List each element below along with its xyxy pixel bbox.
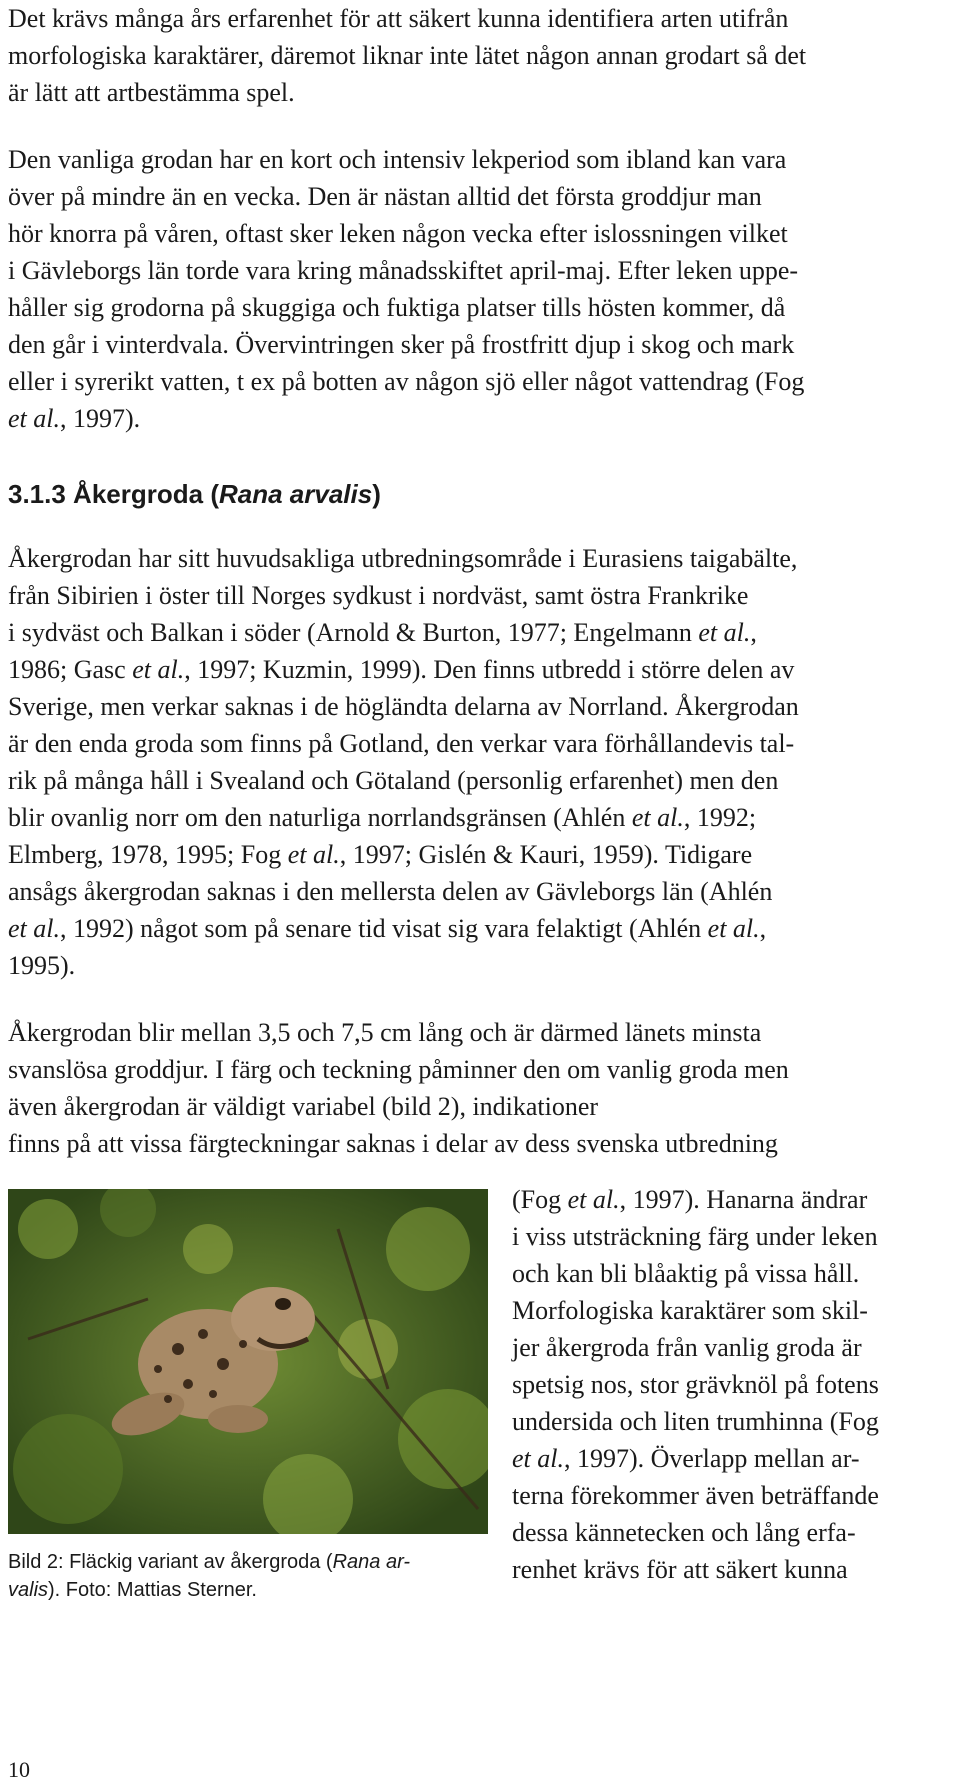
- text-line: 1995).: [8, 951, 76, 980]
- text-fragment: 1986; Gasc: [8, 655, 133, 684]
- etal-italic: et al.: [707, 914, 760, 943]
- text-line: morfologiska karaktärer, däremot liknar inte lätet någon annan grodart så det: [8, 41, 807, 70]
- text-line: Det krävs många års erfarenhet för att säkert kunna identifiera arten utifrån: [8, 4, 789, 33]
- text-line: Sverige, men verkar saknas i de högländta delarna av Norrland. Åkergrodan: [8, 692, 799, 721]
- caption-text: ). Foto: Mattias Sterner.: [48, 1579, 257, 1601]
- etal-italic: et al.: [8, 914, 60, 943]
- text-line: [8, 836, 948, 873]
- etal-italic: et al.: [132, 655, 185, 684]
- text-line: är den enda groda som finns på Gotland, den verkar vara förhållandevis tal-: [8, 729, 795, 758]
- figure-caption: [8, 1548, 488, 1604]
- etal-italic: et al.: [698, 618, 751, 647]
- text-line: [8, 799, 948, 836]
- text-line: [8, 614, 948, 651]
- etal-italic: et al.: [567, 1185, 620, 1214]
- text-line: Åkergrodan blir mellan 3,5 och 7,5 cm lång och är därmed länets minsta: [8, 1018, 762, 1047]
- text-line: [512, 1181, 952, 1218]
- text-line: håller sig grodorna på skuggiga och fuktiga platser tills hösten kommer, då: [8, 293, 786, 322]
- text-fragment: , 1997). Hanarna ändrar: [619, 1185, 868, 1214]
- paragraph-identification: [8, 0, 948, 111]
- frog-photo: [8, 1189, 488, 1534]
- text-line: Den vanliga grodan har en kort och intensiv lekperiod som ibland kan vara: [8, 145, 787, 174]
- text-line: i viss utsträckning färg under leken: [512, 1222, 878, 1251]
- etal-italic: et al.: [8, 404, 60, 433]
- page-number: 10: [8, 1757, 30, 1782]
- text-line: dessa kännetecken och lång erfa-: [512, 1518, 856, 1547]
- text-fragment: ,: [750, 618, 757, 647]
- heading-suffix: ): [372, 479, 381, 509]
- text-line: [8, 910, 948, 947]
- text-line: och kan bli blåaktig på vissa håll.: [512, 1259, 860, 1288]
- caption-text: Bild 2: Fläckig variant av åkergroda (: [8, 1551, 333, 1573]
- text-fragment: Elmberg, 1978, 1995; Fog: [8, 840, 288, 869]
- text-fragment: , 1992;: [683, 803, 757, 832]
- text-line: hör knorra på våren, oftast sker leken någon vecka efter islossningen vilket: [8, 219, 788, 248]
- heading-prefix: 3.1.3 Åkergroda (: [8, 479, 219, 509]
- frog-on-moss-illustration: [8, 1189, 488, 1534]
- text-line: Morfologiska karaktärer som skil-: [512, 1296, 868, 1325]
- heading-species: Rana arvalis: [218, 479, 373, 509]
- text-line: ansågs åkergrodan saknas i den mellersta delen av Gävleborgs län (Ahlén: [8, 877, 773, 906]
- text-line: den går i vinterdvala. Övervintringen sker på frostfritt djup i skog och mark: [8, 330, 795, 359]
- caption-species: Rana ar-: [332, 1551, 411, 1573]
- text-line: är lätt att artbestämma spel.: [8, 78, 295, 107]
- text-line: svanslösa groddjur. I färg och teckning påminner den om vanlig groda men: [8, 1055, 789, 1084]
- etal-italic: et al.: [512, 1444, 564, 1473]
- text-line: eller i syrerikt vatten, t ex på botten av någon sjö eller något vattendrag (Fog: [8, 367, 805, 396]
- text-fragment: , 1997; Kuzmin, 1999). Den finns utbredd i större delen av: [184, 655, 795, 684]
- text-line: över på mindre än en vecka. Den är nästan alltid det första groddjur man: [8, 182, 762, 211]
- paragraph-common-frog-breeding: [8, 141, 948, 437]
- text-line: undersida och liten trumhinna (Fog: [512, 1407, 879, 1436]
- text-line: spetsig nos, stor grävknöl på fotens: [512, 1370, 879, 1399]
- text-line: Åkergrodan har sitt huvudsakliga utbredningsområde i Eurasiens taigabälte,: [8, 544, 798, 573]
- text-line: jer åkergroda från vanlig groda är: [512, 1333, 862, 1362]
- text-fragment: , 1992) något som på senare tid visat sig vara felaktigt (Ahlén: [60, 914, 708, 943]
- text-fragment: i sydväst och Balkan i söder (Arnold & Burton, 1977; Engelmann: [8, 618, 699, 647]
- text-line: från Sibirien i öster till Norges sydkust i nordväst, samt östra Frankrike: [8, 581, 749, 610]
- paragraph-side-column: [512, 1181, 952, 1588]
- caption-species: valis: [8, 1579, 49, 1601]
- text-line: terna förekommer även beträffande: [512, 1481, 879, 1510]
- text-line: [8, 651, 948, 688]
- text-fragment: , 1997). Överlapp mellan ar-: [564, 1444, 860, 1473]
- etal-italic: et al.: [287, 840, 340, 869]
- section-heading-akergroda: [8, 478, 381, 510]
- text-fragment: blir ovanlig norr om den naturliga norrlandsgränsen (Ahlén: [8, 803, 632, 832]
- text-line: renhet krävs för att säkert kunna: [512, 1555, 848, 1584]
- text-fragment: (Fog: [512, 1185, 568, 1214]
- text-fragment: ,: [759, 914, 767, 943]
- text-line: även åkergrodan är väldigt variabel (bild 2), indikationer: [8, 1092, 599, 1121]
- paragraph-size-appearance: [8, 1014, 948, 1162]
- text-fragment: , 1997).: [60, 404, 141, 433]
- etal-italic: et al.: [631, 803, 684, 832]
- text-line: [512, 1440, 952, 1477]
- text-line: i Gävleborgs län torde vara kring månadsskiftet april-maj. Efter leken uppe-: [8, 256, 799, 285]
- text-line: rik på många håll i Svealand och Götaland (personlig erfarenhet) men den: [8, 766, 779, 795]
- text-line: finns på att vissa färgteckningar saknas i delar av dess svenska utbredning: [8, 1129, 778, 1158]
- text-line: [8, 400, 948, 437]
- paragraph-distribution: [8, 540, 948, 984]
- text-fragment: , 1997; Gislén & Kauri, 1959). Tidigare: [339, 840, 753, 869]
